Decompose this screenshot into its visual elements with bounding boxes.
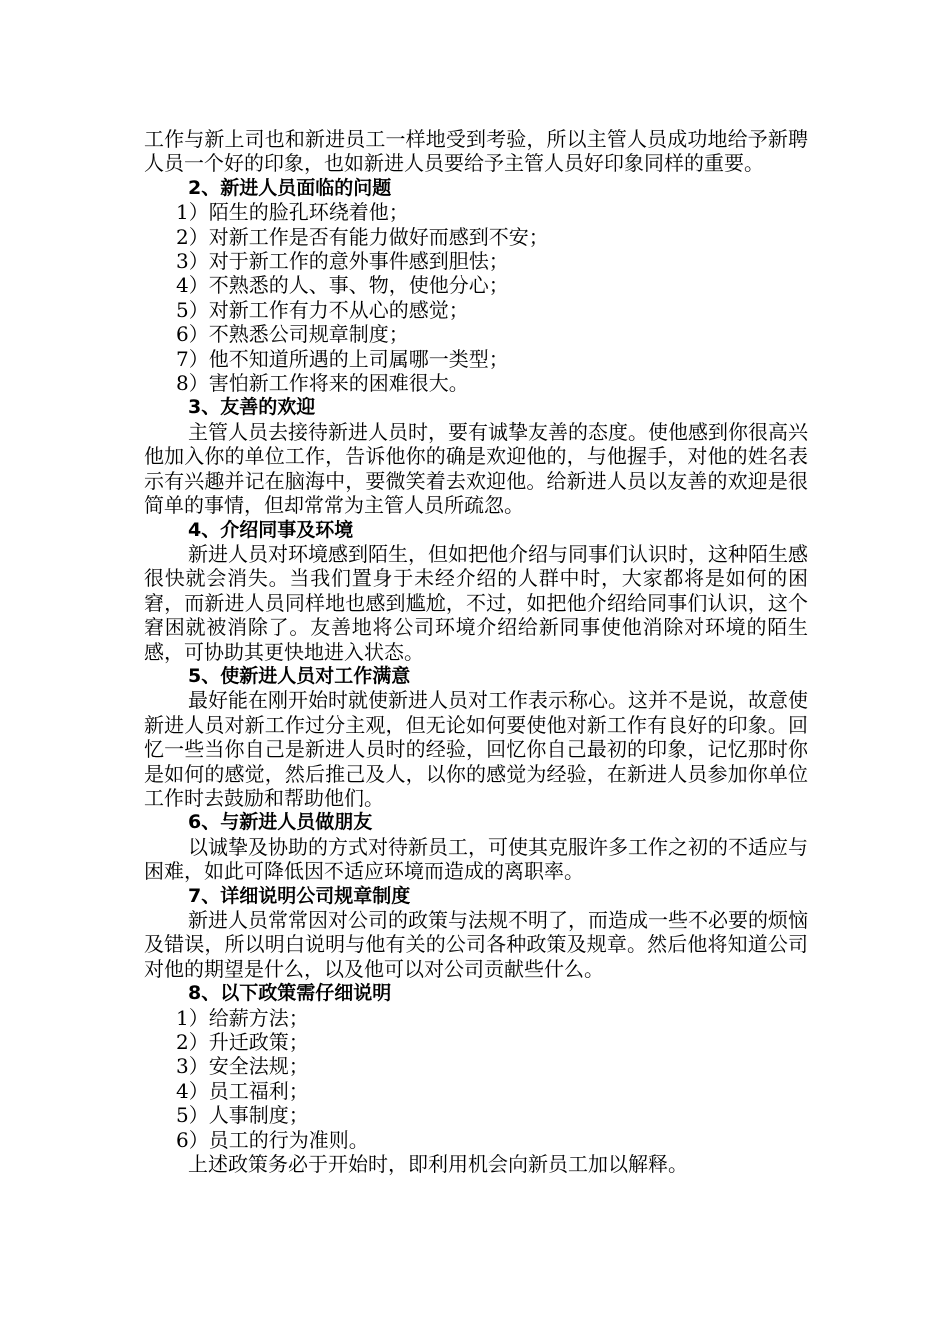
section-8-item-6: 6）员工的行为准则。	[176, 1127, 369, 1152]
section-2-item-8: 8）害怕新工作将来的困难很大。	[176, 371, 469, 396]
section-2-item-6: 6）不熟悉公司规章制度；	[176, 322, 409, 347]
section-7-heading: 7、详细说明公司规章制度	[188, 884, 411, 907]
section-4-heading: 4、介绍同事及环境	[188, 518, 354, 541]
section-2-heading: 2、新进人员面临的问题	[188, 176, 392, 199]
section-8-item-3: 3）安全法规；	[176, 1054, 309, 1079]
intro-paragraph: 工作与新上司也和新进员工一样地受到考验，所以主管人员成功地给予新聘人员一个好的印象，也如新进人员要给予主管人员好印象同样的重要。	[144, 127, 808, 176]
section-8-item-4: 4）员工福利；	[176, 1078, 309, 1103]
section-2-item-5: 5）对新工作有力不从心的感觉；	[176, 297, 469, 322]
section-7-paragraph: 新进人员常常因对公司的政策与法规不明了，而造成一些不必要的烦恼及错误，所以明白说明与他有关的公司各种政策及规章。然后他将知道公司对他的期望是什么，以及他可以对公司贡献些什么。	[144, 908, 808, 981]
document-body	[144, 127, 808, 1176]
section-8-item-5: 5）人事制度；	[176, 1103, 309, 1128]
section-2-item-7: 7）他不知道所遇的上司属哪一类型；	[176, 346, 509, 371]
section-8-item-2: 2）升迁政策；	[176, 1030, 309, 1055]
section-2-item-3: 3）对于新工作的意外事件感到胆怯；	[176, 249, 509, 274]
section-8-heading: 8、以下政策需仔细说明	[188, 982, 392, 1005]
section-2-item-1: 1）陌生的脸孔环绕着他；	[176, 200, 409, 225]
section-4-paragraph: 新进人员对环境感到陌生，但如把他介绍与同事们认识时，这种陌生感很快就会消失。当我们置身于未经介绍的人群中时，大家都将是如何的困窘，而新进人员同样地也感到尴尬，不过，如把他介绍给同事们认识，这个窘困就被消除了。友善地将公司环境介绍给新同事使他消除对环境的陌生感，可协助其更快地进入状态。	[144, 541, 808, 664]
section-5-heading: 5、使新进人员对工作满意	[188, 664, 411, 687]
section-8-closing: 上述政策务必于开始时，即利用机会向新员工加以解释。	[188, 1152, 688, 1177]
section-2-item-2: 2）对新工作是否有能力做好而感到不安；	[176, 224, 549, 249]
section-3-heading: 3、友善的欢迎	[188, 396, 316, 419]
section-6-heading: 6、与新进人员做朋友	[188, 811, 373, 834]
section-3-paragraph: 主管人员去接待新进人员时，要有诚挚友善的态度。使他感到你很高兴他加入你的单位工作，告诉他你的确是欢迎他的，与他握手，对他的姓名表示有兴趣并记在脑海中，要微笑着去欢迎他。给新进人员以友善的欢迎是很简单的事情，但却常常为主管人员所疏忽。	[144, 419, 808, 518]
section-6-paragraph: 以诚挚及协助的方式对待新员工，可使其克服许多工作之初的不适应与困难，如此可降低因不适应环境而造成的离职率。	[144, 834, 808, 884]
section-2-item-4: 4）不熟悉的人、事、物，使他分心；	[176, 273, 509, 298]
section-8-item-1: 1）给薪方法；	[176, 1005, 309, 1030]
section-5-paragraph: 最好能在刚开始时就使新进人员对工作表示称心。这并不是说，故意使新进人员对新工作过分主观，但无论如何要使他对新工作有良好的印象。回忆一些当你自己是新进人员时的经验，回忆你自己最初的印象，记忆那时你是如何的感觉，然后推己及人，以你的感觉为经验，在新进人员参加你单位工作时去鼓励和帮助他们。	[144, 688, 808, 810]
